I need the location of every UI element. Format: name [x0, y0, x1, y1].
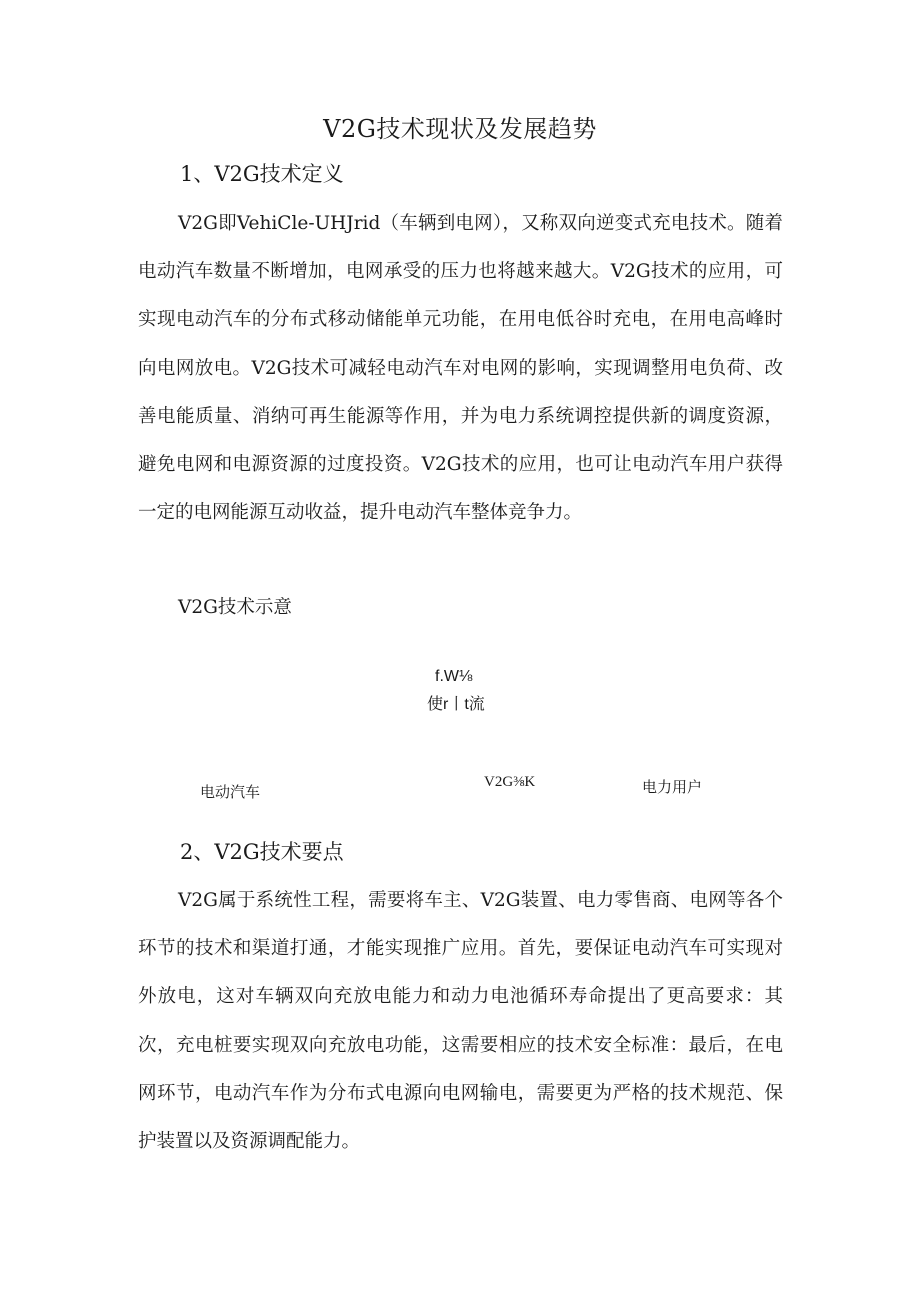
- section-2-paragraph: V2G属于系统性工程，需要将车主、V2G装置、电力零售商、电网等各个环节的技术和渠道打通，才能实现推广应用。首先，要保证电动汽车可实现对外放电，这对车辆双向充放电能力和动力电池循环寿命提出了更高要求：其次，充电桩要实现双向充放电功能，这需要相应的技术安全标准：最后，在电网环节，电动汽车作为分布式电源向电网输电，需要更为严格的技术规范、保护装置以及资源调配能力。: [138, 890, 783, 1153]
- diagram-label-power-user: 电力用户: [642, 779, 703, 796]
- diagram-label-electric-vehicle: 电动汽车: [200, 784, 261, 801]
- diagram-top-label-1: f.W⅛: [435, 668, 473, 685]
- section-2-heading: 2、V2G技术要点: [180, 840, 344, 864]
- diagram-label-v2g-device: V2G⅜K: [484, 774, 536, 790]
- figure-caption: V2G技术示意: [178, 597, 292, 618]
- section-1-paragraph: V2G即VehiCle-UHJrid（车辆到电网），又称双向逆变式充电技术。随着电动汽车数量不断增加，电网承受的压力也将越来越大。V2G技术的应用，可实现电动汽车的分布式移动储能单元功能，在用电低谷时充电，在用电高峰时向电网放电。V2G技术可减轻电动汽车对电网的影响，实现调整用电负荷、改善电能质量、消纳可再生能源等作用，并为电力系统调控提供新的调度资源，避免电网和电源资源的过度投资。V2G技术的应用，也可让电动汽车用户获得一定的电网能源互动收益，提升电动汽车整体竞争力。: [138, 213, 783, 524]
- section-1-heading: 1、V2G技术定义: [180, 162, 344, 186]
- document-title: V2G技术现状及发展趋势: [323, 115, 597, 143]
- diagram-top-label-2: 使r丨t流: [427, 696, 485, 713]
